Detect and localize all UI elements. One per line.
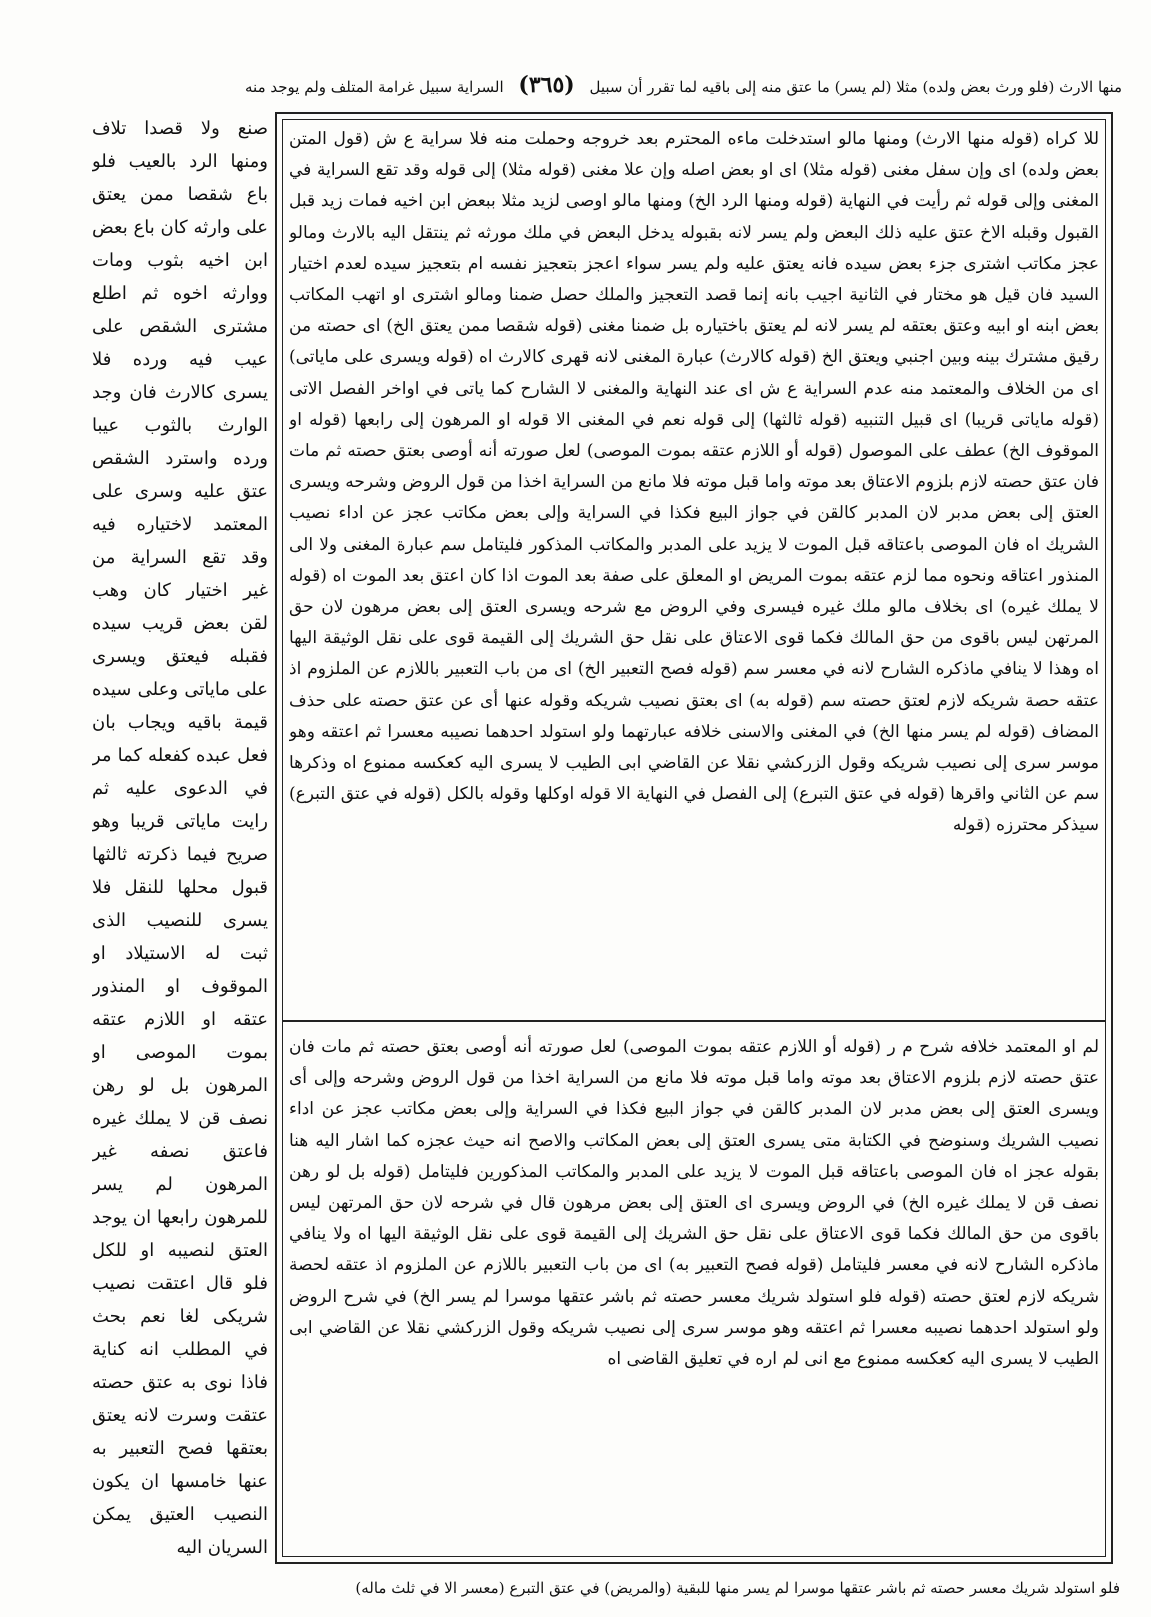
upper-paragraph: للا كراه (قوله منها الارث) ومنها مالو استدخلت ماءه المحترم بعد خروجه وحملت منه فلا سراية ع ش (قول المتن بعض ولده) اى وإن سفل مغنى (قوله مثلا) اى او بعض اصله وإن علا مغنى (قوله مثلا) إلى قوله وقد تقع السراية في المغنى وإلى قوله ثم رأيت في النهاية (قوله ومنها الرد الخ) ومنها مالو اوصى لزيد مثلا ببعض ابن اخيه فمات زيد قبل القبول وقبله الاخ عتق عليه ذلك البعض ولم يسر لانه بقبوله يدخل البعض في ملك مورثه ثم ينتقل اليه بالارث ومالو عجز مكاتب اشترى جزء بعض سيده فانه يعتق عليه ولم يسر سواء اعجز بتعجيز نفسه ام بتعجيز سيده لعدم اختيار السيد فان قيل هو مختار في الثانية اجيب بانه إنما قصد التعجيز والملك حصل ضمنا ومالو اشترى او اتهب المكاتب بعض ابنه او ابيه وعتق بعتقه لم يسر لانه لم يعتق باختياره بل ضمنا مغنى (قوله شقصا ممن يعتق الخ) اى حصته من رقيق مشترك بينه وبين اجنبي ويعتق الخ (قوله كالارث) عبارة المغنى لانه قهرى كالارث اه (قوله ويسرى على ماياتى) اى من الخلاف والمعتمد منه عدم السراية ع ش اى عند النهاية والمغنى لا الشارح كما ياتى في اواخر الفصل الاتى (قوله ماياتى قريبا) اى قبيل التنبيه (قوله ثالثها) إلى قوله نعم في المغنى الا قوله او المرهون إلى رابعها (قوله او الموقوف الخ) عطف على الموصول (قوله أو اللازم عتقه بموت الموصى) لعل صورته أنه أوصى بعتق حصته ثم مات فان عتق حصته لازم بلزوم الاعتاق بعد موته واما قبل موته فلا مانع من السراية اخذا من قول الروض وشرحه ويسرى العتق إلى بعض مدبر لان المدبر كالقن في جواز البيع فكذا في السراية وإلى بعض مكاتب عجز عن اداء نصيب الشريك اه فان الموصى باعتاقه قبل الموت لا يزيد على المدبر والمكاتب المذكور فليتامل سم عبارة المغنى ولا الى المنذور اعتاقه ونحوه مما لزم عتقه بموت المريض او المعلق على صفة بعد الموت اذا كان اعتق بعد الموت اه (قوله لا يملك غيره) اى بخلاف مالو ملك غيره فيسرى وفي الروض مع شرحه ويسرى العتق إلى بعض مرهون لان حق المرتهن ليس باقوى من حق المالك فكما قوى الاعتاق على نقل حق الشريك إلى القيمة قوى على نقل الوثيقة اليها اه وهذا لا ينافي ماذكره الشارح لانه في معسر سم (قوله فصح التعبير الخ) اى من باب التعبير باللازم عن الملزوم اذ عتقه حصة شريكه لازم لعتق حصته سم (قوله به) اى بعتق نصيب شريكه وقوله عنها أى عن عتق حصته على حذف المضاف (قوله لم يسر منها الخ) في المغنى والاسنى خلافه عبارتهما ولو استولد احدهما نصيبه معسرا ثم اعتقه وهو موسر سرى إلى نصيب شريكه وقول الزركشي نقلا عن القاضي ابى الطيب لا يسرى اليه كعكسه ممنوع اه وذكرها سم عن الثاني واقرها (قوله في عتق التبرع) إلى الفصل في النهاية الا قوله اوكلها وقوله بالكل (قوله في عتق التبرع) سيذكر محترزه (قوله: [289, 129, 1099, 836]
lower-commentary-block: [289, 1032, 1099, 1550]
side-paragraph: صنع ولا قصدا تلاف ومنها الرد بالعيب فلو باع شقصا ممن يعتق على وارثه كان باع بعض ابن اخيه بثوب ومات ووارثه اخوه ثم اطلع مشترى الشقص على عيب فيه ورده فلا يسرى كالارث فان وجد الوارث بالثوب عيبا ورده واسترد الشقص عتق عليه وسرى على المعتمد لاختياره فيه وقد تقع السراية من غير اختيار كان وهب لقن بعض قريب سيده فقبله فيعتق ويسرى على ماياتى وعلى سيده قيمة باقيه ويجاب بان فعل عبده كفعله كما مر في الدعوى عليه ثم رايت ماياتى قريبا وهو صريح فيما ذكرته ثالثها قبول محلها للنقل فلا يسرى للنصيب الذى ثبت له الاستيلاد او الموقوف او المنذور عتقه او اللازم عتقه بموت الموصى او المرهون بل لو رهن نصف قن لا يملك غيره فاعتق نصفه غير المرهون لم يسر للمرهون رابعها ان يوجد العتق لنصيبه او للكل فلو قال اعتقت نصيب شريكى لغا نعم بحث في المطلب انه كناية فاذا نوى به عتق حصته عتقت وسرت لانه يعتق بعتقها فصح التعبير به عنها خامسها ان يكون النصيب العتيق يمكن السريان اليه: [92, 118, 268, 1558]
commentary-column: [275, 112, 1113, 1564]
upper-commentary-block: [289, 124, 1099, 1014]
header-left-text: السراية سبيل غرامة المتلف ولم يوجد منه: [245, 78, 504, 96]
main-text-column: [92, 112, 268, 1564]
page-number: (٣٦٥): [518, 72, 575, 98]
header-right-text: منها الارث (فلو ورث بعض ولده) مثلا (لم يسر) ما عتق منه إلى باقيه لما تقرر أن سبيل: [589, 78, 1122, 96]
footer-line: فلو استولد شريك معسر حصته ثم باشر عتقها موسرا لم يسر منها للبقية (والمريض) في عتق التبرع (معسر الا في ثلث ماله): [355, 1579, 1120, 1597]
running-header: [86, 70, 1122, 100]
block-divider: [283, 1020, 1105, 1022]
lower-paragraph: لم او المعتمد خلافه شرح م ر (قوله أو اللازم عتقه بموت الموصى) لعل صورته أنه أوصى بعتق حصته ثم مات فان عتق حصته لازم بلزوم الاعتاق بعد موته واما قبل موته فلا مانع من السراية اخذا من قول الروض وشرحه وإلى أى ويسرى العتق إلى بعض مدبر لان المدبر كالقن في جواز البيع فكذا في السراية وإلى بعض مكاتب عجز عن اداء نصيب الشريك وسنوضح في الكتابة متى يسرى العتق إلى بعض المكاتب والاصح انه حيث عجزه كما اشار اليه هنا بقوله عجز اه فان الموصى باعتاقه قبل الموت لا يزيد على المدبر والمكاتب المذكورين فليتامل (قوله بل لو رهن نصف قن لا يملك غيره الخ) في الروض ويسرى اى العتق إلى بعض مرهون قال في شرحه لان حق المرتهن ليس باقوى من حق المالك فكما قوى الاعتاق على نقل حق الشريك إلى القيمة قوى على نقل الوثيقة اليها اه ولا ينافي ماذكره الشارح لانه في معسر فليتامل (قوله فصح التعبير به) اى من باب التعبير باللازم عن الملزوم اذ عتقه لحصة شريكه لازم لعتق حصته (قوله فلو استولد شريك معسر حصته ثم باشر عتقها موسرا لم يسر الخ) في شرح الروض ولو استولد احدهما نصيبه معسرا ثم اعتقه وهو موسر سرى إلى نصيب شريكه وقول الزركشي نقلا عن القاضي ابى الطيب لا يسرى اليه كعكسه ممنوع مع انى لم اره في تعليق القاضى اه: [289, 1037, 1099, 1370]
